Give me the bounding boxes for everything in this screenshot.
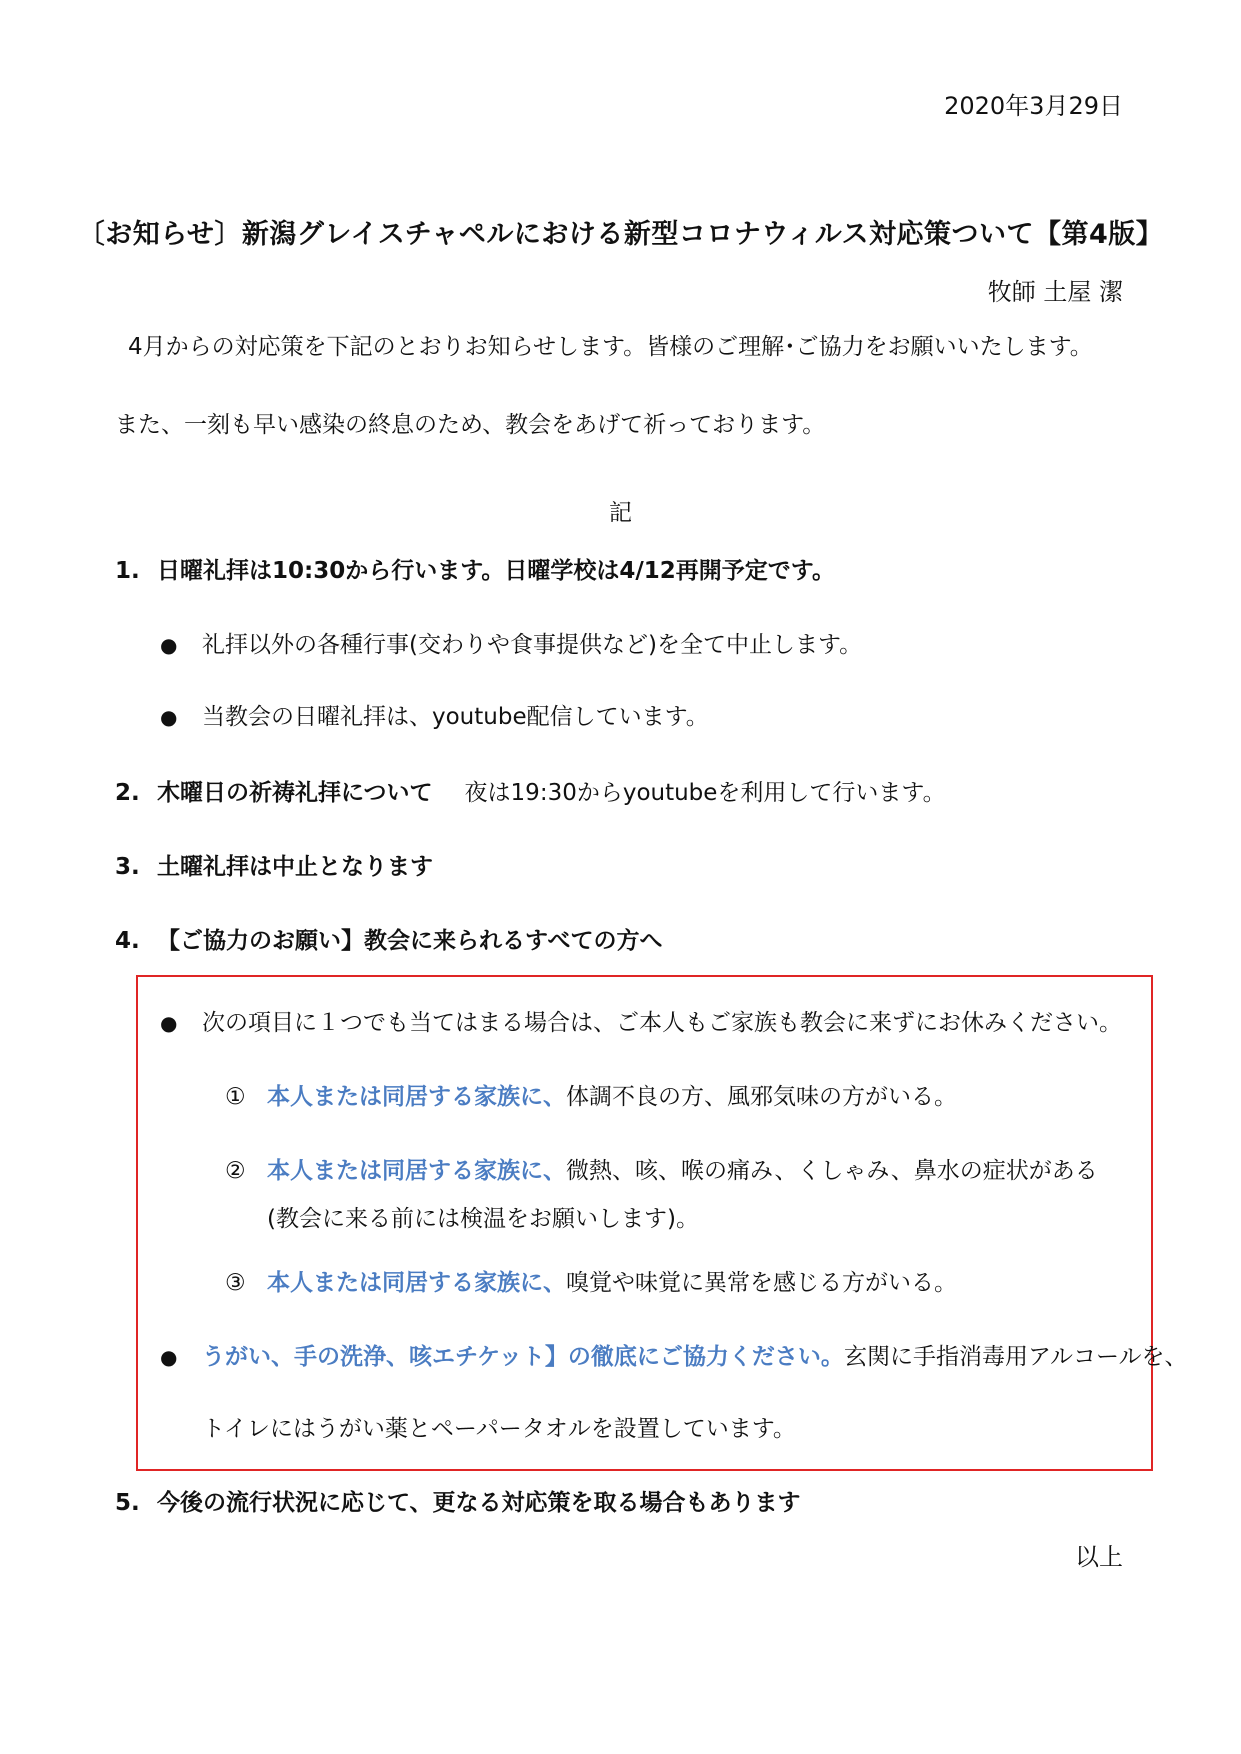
document-author: 牧師 土屋 潔 — [987, 278, 1123, 306]
item-number: 1. — [115, 558, 140, 584]
item-number: 3. — [115, 854, 140, 880]
bullet-text: 玄関に手指消毒用アルコールを、 — [843, 1344, 1188, 1370]
item-2-heading — [115, 774, 946, 807]
item-number: 5. — [115, 1490, 140, 1516]
item-text: 土曜礼拝は中止となります — [157, 854, 433, 880]
item-2-detail: 夜は19:30からyoutubeを利用して行います。 — [464, 780, 946, 806]
bullet-dot-icon: ● — [160, 1345, 178, 1369]
box-bullet-2 — [160, 1338, 1188, 1371]
closing-text: 以上 — [1075, 1543, 1123, 1571]
sub-mark: ① — [225, 1084, 246, 1110]
item-number: 4. — [115, 928, 140, 954]
bullet-dot-icon: ● — [160, 633, 178, 657]
box-sub-item-1 — [225, 1078, 957, 1111]
bullet-text: 当教会の日曜礼拝は、youtube配信しています。 — [202, 704, 709, 730]
ki-heading: 記 — [609, 500, 632, 526]
bullet-dot-icon: ● — [160, 705, 178, 729]
box-bullet-1 — [160, 1004, 1122, 1037]
document-date: 2020年3月29日 — [944, 92, 1123, 120]
intro-paragraph-2: また、一刻も早い感染の終息のため、教会をあげて祈っております。 — [115, 412, 826, 438]
bullet-text: 次の項目に１つでも当てはまる場合は、ご本人もご家族も教会に来ずにお休みください。 — [202, 1010, 1122, 1036]
item-1-bullet-1 — [160, 626, 862, 659]
item-1-bullet-2 — [160, 698, 709, 731]
item-text: 木曜日の祈祷礼拝について — [157, 780, 433, 806]
item-1-heading — [115, 552, 835, 585]
item-4-heading — [115, 922, 663, 955]
sub-text: 嗅覚や味覚に異常を感じる方がいる。 — [566, 1270, 957, 1296]
item-text: 日曜礼拝は10:30から行います。日曜学校は4/12再開予定です。 — [157, 558, 835, 584]
item-text: 【ご協力のお願い】教会に来られるすべての方へ — [157, 928, 663, 954]
box-sub-item-2 — [225, 1152, 1098, 1185]
sub-lead: 本人または同居する家族に、 — [267, 1270, 566, 1296]
document-title: 〔お知らせ〕新潟グレイスチャペルにおける新型コロナウィルス対応策ついて【第4版】 — [77, 219, 1164, 250]
box-sub-item-3 — [225, 1264, 957, 1297]
box-sub-item-2-continuation: (教会に来る前には検温をお願いします)。 — [267, 1206, 699, 1232]
bullet-text: 礼拝以外の各種行事(交わりや食事提供など)を全て中止します。 — [202, 632, 863, 658]
sub-lead: 本人または同居する家族に、 — [267, 1084, 566, 1110]
sub-mark: ② — [225, 1158, 246, 1184]
box-bullet-2-continuation: トイレにはうがい薬とペーパータオルを設置しています。 — [202, 1416, 796, 1442]
sub-lead: 本人または同居する家族に、 — [267, 1158, 566, 1184]
sub-text: 微熱、咳、喉の痛み、くしゃみ、鼻水の症状がある — [566, 1158, 1098, 1184]
item-number: 2. — [115, 780, 140, 806]
intro-paragraph-1: 4月からの対応策を下記のとおりお知らせします。皆様のご理解･ご協力をお願いいたします。 — [128, 334, 1093, 360]
sub-text: 体調不良の方、風邪気味の方がいる。 — [566, 1084, 957, 1110]
item-3-heading — [115, 848, 433, 881]
bullet-lead: うがい、手の洗浄、咳エチケット】の徹底にご協力ください。 — [202, 1344, 844, 1370]
item-5-heading — [115, 1484, 801, 1517]
bullet-dot-icon: ● — [160, 1011, 178, 1035]
item-text: 今後の流行状況に応じて、更なる対応策を取る場合もあります — [157, 1490, 801, 1516]
sub-mark: ③ — [225, 1270, 246, 1296]
